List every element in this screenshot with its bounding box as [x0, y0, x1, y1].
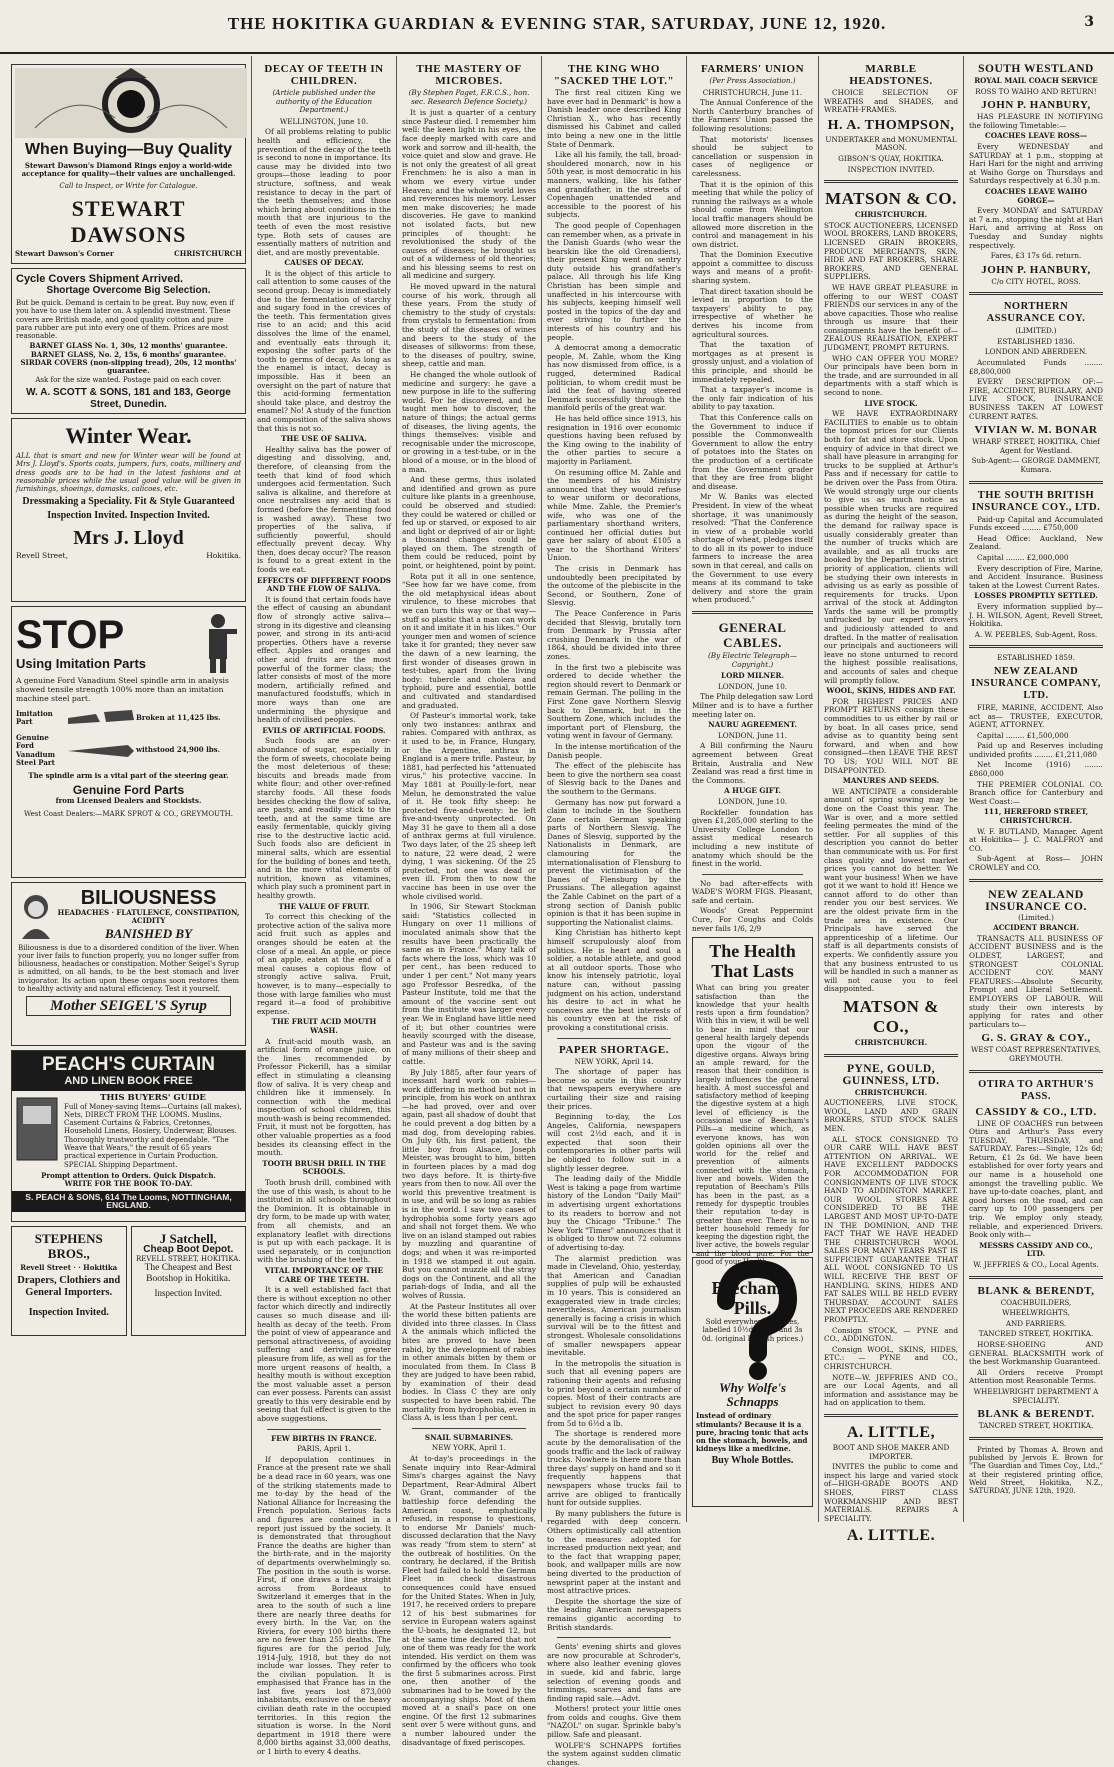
paragraph: ALL STOCK CONSIGNED TO OUR CARE WILL HAVE BEST ATTENTION ON ARRIVAL. WE HAVE EXCELLENT PADDOCKS FOR ACCOMMODATION FOR CONSIGNMENTS OF LIVE STOCK HAND TO ADDINGTON MARKET. OUR WOOL STORES ARE CONSIDERED TO BE THE LARGEST AND MOST UP-TO-DATE IN THE DOMINION, AND THE FACT THAT WE HAVE HEADED THE CHRISTCHURCH WOOL SALES FOR MANY YEARS PAST IS SUFFICIENT GUARANTEE THAT ALL WOOL CONSIGNED TO US WILL RECEIVE THE BEST OF HANDLING. SKINS, HIDES AND FAT SALES WILL BE HELD EVERY THURSDAY. ACCOUNT SALES NEXT PROCEEDS ARE RENDERED PROMPTLY.	[824, 1134, 958, 1325]
paragraph: Germany has now put forward a claim to include in the Southern Zone certain German speaking parts of Northern Slesvig. The Danes of Slesvig, supported by the Nationalists in Denmark, are clamouring for the internationalisation of Flensburg to prevent the victimisation of the Danes of Flensburg by the Prussians. The allegation against the Zahle Cabinet on the part of a strong section of Danish public opinion is that it has been supine in supporting the Nationalist claims.	[547, 797, 681, 927]
subheading: COACHES LEAVE WAIHO GORGE—	[985, 186, 1087, 205]
paragraph: Healthy saliva has the power of digesting and dissolving, and, therefore, of cleansing from the teeth that kind of food which undergoes acid fermentation. Such saliva is alkaline, and therefore at once neutralises any acid that is formed (before the fermenting food is washed away). These two properties of the saliva, if sufficiently powerful, should effectually prevent decay. Why then, does decay occur? The reason is found to a great extent in the foods we eat.	[257, 444, 391, 575]
pyne-roles: AUCTIONEERS, LIVE STOCK, WOOL, LAND AND GRAIN BROKERS, STUD STOCK SALES MEN.	[824, 1098, 958, 1133]
advert-paragraph: Gents' evening shirts and gloves are now procurable at Schroder's, where also leather evening gloves in suede, kid and fabric, large selection of evening goods and trimmings, scarves and fans are finding rapid sale.—Advt.	[547, 1642, 681, 1703]
peach-firm: S. PEACH & SONS, 614 The Looms, NOTTINGHAM, ENGLAND.	[12, 1191, 245, 1212]
subheading: THE FRUIT ACID MOUTH WASH.	[271, 1017, 377, 1035]
stop-parts: Genuine Ford Parts	[72, 783, 185, 798]
sb-subagent: A. W. PEEBLES, Sub-Agent, Ross.	[974, 629, 1098, 639]
dateline: PARIS, April 1.	[297, 1444, 351, 1454]
paragraph: A Bill confirming the Nauru agreement between Great Britain, Australia and New Zealand was read a first time in the Commons.	[692, 741, 813, 785]
sw-route: ROSS TO WAIHO AND RETURN!	[975, 86, 1097, 96]
divider	[702, 874, 803, 875]
column-ads-left	[6, 56, 252, 1522]
peach-title2: AND LINEN BOOK FREE	[64, 1075, 193, 1087]
cycle-title: Cycle Covers Shipment Arrived.	[16, 273, 184, 285]
stop-vital: The spindle arm is a vital part of the steering gear.	[28, 771, 229, 781]
paragraph: That direct taxation should be levied in proportion to the taxpayers' ability to pay, irrespective of whether he derives his income from agricultural sources.	[692, 286, 813, 339]
double-divider	[969, 879, 1103, 882]
stop-broken: Broken at 11,425 lbs.	[136, 712, 221, 722]
paragraph: At to-day's proceedings in the Senate inquiry into Rear-Admiral Sims's charges against the Navy Department, Rear-Admiral Albert W. Grant, commander of the battleship force defending the American coast, emphatically refused, in response to questions, to endorse Mr Daniels' much-discussed declaration that the Navy was ready "from stem to stern" at the outbreak of hostilities. On the contrary, he declared, if the British Fleet had failed to hold the German Fleet in check disastrous consequences could have ensued for the United States. When in July, 1917, he received orders to prepare 12 of his best submarines for service in European waters against the U-boats, he designated 12, but at the same time declared that not one of them was ready for the work intended. His verdict on them was confirmed by the officers who took the first 5 submarines across. First one, then another of the submarines had to be towed by the accompanying ships. Most of them moved at a snail's pace on one engine. Of the first 12 submarines sent over 5 were without guns, and a number laboured under the disadvantage of fixed periscopes.	[402, 1454, 536, 1747]
genuine-part-icon	[66, 739, 136, 763]
dateline: NEW YORK, April 1.	[431, 1443, 507, 1453]
page-number: 3	[1084, 14, 1094, 30]
south-british-title: THE SOUTH BRITISH INSURANCE COY., LTD.	[971, 489, 1101, 513]
divider	[557, 1637, 671, 1638]
winter-body: ALL that is smart and new for Winter wear will be found at Mrs J. Lloyd's. Sports coats, jumpers, furs, coats, millinery and dress goods are to be had in the latest fashions and at reasonable prices while the usual good value will be given in furnishings, shoeings, damasks, calicoes, etc.	[16, 452, 241, 494]
paragraph: In the first two a plebiscite was ordered to decide whether the region should revert to Denmark or remain German. The polling in the First Zone gave Northern Slesvig back to Denmark, but in the Southern Zone, which includes the important port of Flensburg, the voting went in favour of Germany.	[547, 662, 681, 741]
paragraph: In the intense mortification of the Danish people.	[547, 741, 681, 760]
blank-role: AND FARRIERS.	[1005, 1318, 1067, 1328]
paragraph: Paid-up Capital and Accumulated Funds exceed ........ £750,000	[969, 514, 1103, 533]
ad-winter-wear	[11, 418, 246, 602]
article-title-king-sacked: THE KING WHO "SACKED THE LOT."	[553, 63, 675, 87]
paragraph: HORSE-SHOEING AND GENERAL BLACKSMITH work of the best Workmanship Guaranteed.	[969, 1339, 1103, 1367]
stop-withstood: withstood 24,900 lbs.	[136, 745, 221, 755]
paragraph: Net Income (1916) ........ £860,000	[969, 760, 1103, 779]
paragraph: King Christian has hitherto kept himself scrupulously aloof from politics. He is heart and soul a soldier, a notable athlete, and good at all outdoor sports. Those who know his intensely patriotic, loyal nature can, without passing judgment on his action, understand his desire to act in what he conceives are the best interests of his country even at the risk of provoking a constitutional crisis.	[547, 928, 681, 1032]
paragraph: The Peace Conference in Paris decided that Slesvig, brutally torn from Denmark by Prussia after crushing Denmark in the war of 1864, should be divided into three zones.	[547, 609, 681, 661]
paragraph: WE ANTICIPATE a considerable amount of spring sowing may be done on the Coast this year. The War is over, and a more settled feeling permeates the mind of the settler. For all supplies of this description you cannot do better than communicate with us. For first class quality and lowest market prices you cannot do better. We want your business! When we have got it we want to hold it! Hence we cannot afford to do other than render you our best services. We are the oldest private firm in the trade area in existence. Our Principals have served the apprenticeship of a lifetime. Our staff is all departments consists of experts. We confidently assure you that any business entrusted to us will be handled in such a manner as will not cause you to feel disappointed.	[824, 786, 958, 994]
double-divider	[969, 481, 1103, 484]
subheading: EFFECTS OF DIFFERENT FOODS AND THE FLOW OF SALIVA.	[257, 575, 391, 594]
ring-illustration	[15, 68, 247, 138]
cycle-firm: W. A. SCOTT & SONS, 181 and 183, George Street, Dunedin.	[26, 386, 231, 410]
pyne-title: PYNE, GOULD, GUINNESS, LTD.	[842, 1062, 940, 1087]
nac-london: LONDON AND ABERDEEN.	[984, 347, 1088, 357]
winter-addr2: Hokitika.	[206, 550, 241, 560]
paragraph: FIRE, MARINE, ACCIDENT. Also act as— TRUSTEE, EXECUTOR, AGENT, ATTORNEY.	[969, 702, 1103, 730]
cycle-line4: Ask for the size wanted. Postage paid on each cover.	[35, 375, 222, 384]
blank-role: WHEELWRIGHTS,	[1002, 1308, 1070, 1318]
peach-write: WRITE FOR THE BOOK TO-DAY.	[64, 1179, 193, 1189]
advert-paragraph: Woods' Great Peppermint Cure, For Coughs and Colds never fails 1/6, 2/9	[692, 906, 813, 933]
double-divider	[969, 1070, 1103, 1073]
winter-inspection: Inspection Invited. Inspection Invited.	[47, 510, 210, 522]
paragraph: W. F. BUTLAND, Manager. Agent at Hokitika— J. C. MALFROY and CO.	[969, 826, 1103, 853]
marble-addr: GIBSON'S QUAY, HOKITIKA.	[838, 153, 944, 163]
paragraph: Capital ........ £1,500,000	[977, 730, 1069, 740]
otira-sig2: W. JEFFRIES & CO., Local Agents.	[973, 1260, 1099, 1269]
subheading: LORD MILNER.	[721, 671, 784, 681]
paragraph: He moved upward in the natural course of his work, through all these years. From the study of chemistry to the study of crystals: from crystals to fermentation: from the study of the diseases of wines and beers to the study of the diseases of silkworms: from these, to the diseases of poultry, swine, sheep, cattle and man.	[402, 282, 536, 369]
cycle-line1: BARNET GLASS No. 1, 30s, 12 months' guarantee.	[29, 341, 228, 351]
paragraph: Consign WOOL, SKINS, HIDES, ETC.: — PYNE and CO., CHRISTCHURCH.	[824, 1344, 958, 1371]
subheading: MANURES AND SEEDS.	[842, 776, 940, 786]
paragraph: HAS PLEASURE IN NOTIFYING the following Timetable:—	[969, 112, 1103, 130]
paragraph: That a taxpayer's income is the only fair indication of his ability to pay taxation.	[692, 385, 813, 412]
marble-body: CHOICE SELECTION OF WREATHS and SHADES, and WREATH-FRAMES.	[824, 88, 958, 115]
subheading: VITAL IMPORTANCE OF THE CARE OF THE TEETH.	[264, 1265, 384, 1284]
paragraph: Rota put it all in one sentence, "See how far we have come, from the old metaphysical ideas about virulence, to these microbes that we can turn this way or that way—stuff so plastic that a man can work on it and imitate it in his likes." Our younger men and women of science take it for granted; they never saw the dawn of a new learning, the first wonder of diseases grown in test-tubes, apart from the living body: tubercle and cholera and typhoid, pure and essential, bottle and cultivated and standardised and graduated.	[402, 571, 536, 710]
paragraph: If depopulation continues in France at the present rate we shall be a dead race in 60 years, was one of the striking statements made to me to-day by the head of the National Alliance for Increasing the French population. Serious facts and figures are contained in a report just issued by the society. It is demonstrated that throughout France the deaths are higher than the birth-rate, and in the majority of departments overwhelmingly so. The position in the south is worse. First, if one draws a line straight across from Bordeaux to Switzerland it emerges that in the area to the south of such a line there are nearly three deaths for every birth. In the Var, on the Riviera, for every 100 births there are no fewer than 255 deaths. The figures are for the period July, 1914-July, 1918, but they do not include war losses. They refer to the civilian population. It is emphasised that France has in the last five years lost 873,000 inhabitants, exclusive of the heavy civilian death rate in the occupied territories. In this region the situation is worse. In the Nord department in 1918 there were 8,000 births against 33,000 deaths, or 1 birth to every 4 deaths.	[257, 1454, 391, 1757]
section-subtitle: (By Electric Telegraph—Copyright.)	[708, 651, 797, 669]
double-divider	[969, 1276, 1103, 1279]
paragraph: Every description of Fire, Marine, and Accident Insurance. Business taken at the Lowest Current Rates.	[969, 563, 1103, 590]
sw-signature: JOHN P. HANBURY,	[981, 263, 1091, 276]
sb-losses: LOSSES PROMPTLY SETTLED.	[974, 591, 1098, 601]
subheading: THE USE OF SALIVA.	[281, 434, 367, 444]
nac-est: ESTABLISHED 1836.	[997, 336, 1075, 346]
matson-roles: STOCK AUCTIONEERS, LICENSED WOOL BROKERS, LAND BROKERS, LICENSED GRAIN BROKERS, PRODUCE MERCHANTS, SKIN, HIDE AND FAT BROKERS, SHARE BROKERS, AND GENERAL SUPPLIERS.	[824, 220, 958, 282]
nac-agent: VIVIAN W. M. BONAR	[974, 424, 1098, 437]
paragraph: WE HAVE GREAT PLEASURE in offering to our WEST COAST FRIENDS our services in any of the above capacities. Those who realise through us insure that their consignments have the benefit of— ZEALOUS REALISATION, EXPERT JUDGMENT, PROMPT RETURNS.	[824, 282, 958, 353]
ad-cycle-covers	[11, 268, 246, 414]
paragraph: FOR HIGHEST PRICES AND PROMPT RETURNS consign these commodities to us either by rail or by boat. In all cases price, send advise as to quantity being sent forward, and when and how consigned—then LEAVE THE REST TO US; YOU WILL NOT BE DISAPPOINTED.	[824, 696, 958, 775]
paragraph: A democrat among a democratic people, M. Zahle, whom the King has now dismissed from office, is a rugged, determined Radical politician, to whom credit must be laid the feat of having steered Denmark successfully through the manifold perils of the great war.	[547, 343, 681, 413]
beecham-take: Take	[737, 1265, 768, 1281]
nz-insurance-title: NEW ZEALAND INSURANCE COMPANY, LTD.	[971, 665, 1101, 701]
paragraph: Every MONDAY and SATURDAY at 7 a.m., stopping the night at Hari Hari, and arriving at Ross on Tuesday and Sunday nights respectively.	[969, 206, 1103, 250]
ad-stephens-bros	[11, 1226, 127, 1336]
beecham-brand: Beecham's Pills.	[711, 1277, 794, 1318]
blank-role: COACHBUILDERS,	[1000, 1297, 1072, 1307]
sw-name: JOHN P. HANBURY,	[981, 99, 1091, 112]
cycle-line3: SIRDAR COVERS (non-slipping tread), 20s, 12 months' guarantee.	[20, 358, 237, 376]
column-farmers-union	[687, 56, 819, 1522]
paragraph: The Annual Conference of the North Canterbury branches of the Farmers' Union passed the following resolutions:	[692, 98, 813, 133]
winter-name: Mrs J. Lloyd	[73, 526, 184, 549]
paragraph: The Philp delegation saw Lord Milner and is to have a further meeting later on.	[692, 692, 813, 719]
stop-from: from Licensed Dealers and Stockists.	[55, 796, 202, 806]
paragraph: The shortage of paper has become so acute in this country that newspapers everywhere are curtailing their size and raising their prices.	[547, 1067, 681, 1111]
article-title-paper-shortage: PAPER SHORTAGE.	[559, 1043, 669, 1056]
paragraph: Paid up and Reserves including undivided profits ........ £1,211,080	[969, 741, 1103, 759]
policeman-icon	[195, 611, 241, 673]
sw-fares: Fares, £3 17s 6d. return.	[990, 251, 1082, 261]
pyne-city: CHRISTCHURCH.	[854, 1087, 928, 1097]
article-title-snail-submarines: SNAIL SUBMARINES.	[424, 1432, 514, 1442]
paragraph: Despite the shortage the size of the leading American newspapers remains gigantic according to British standards.	[547, 1596, 681, 1632]
paragraph: LINE OF COACHES run between Otira and Arthur's Pass every TUESDAY, THURSDAY, and SATURDAY. Fares:—Single, 12s 6d; Return, £1 2s 6d. We have been established for over forty years and our name is a household one amongst the travelling public. We have up-to-date coaches, plant, and good horses on the road, and can carry up to 100 passengers per trip. We employ only steady, reliable, and experienced Drivers. Book only with—	[969, 1118, 1103, 1240]
paragraph: That this Conference calls on the Government to induce if possible the Commonwealth Government to allow the entry of potatoes into the States on the production of a certificate from the Government grader that they are free from blight and disease.	[692, 412, 813, 491]
nac-funds: Accumulated Funds ........ £8,800,000	[969, 358, 1103, 376]
nac-agent2: WHARF STREET, HOKITIKA, Chief Agent for Westland.	[972, 437, 1100, 455]
cycle-sub: Shortage Overcome Big Selection.	[46, 285, 211, 296]
paragraph: WHO CAN OFFER YOU MORE? Our principals have been born in the trade, and are surrounded in all departments with a staff which is second to none.	[824, 353, 958, 398]
paragraph: Mr W. Banks was elected President. In view of the wheat shortage, it was unanimously resolved: "That the Conference in view of a probable world shortage of wheat, pledges itself to do all in its power to induce farmers to increase the area sown in that cereal, and calls on the Government to use every means at its command to take delivery and store the grain when produced."	[692, 492, 813, 605]
double-divider	[692, 611, 813, 614]
paragraph: It is found that certain foods have the effect of causing an abundant flow of strongly active saliva—strong in its digestive and cleansing power, and strong in its anti-acid properties. Others have a reverse effect. Apples and oranges and other acid fruits are the most powerful of the former class; the latter consists of most of the more modern, artificially refined and manufactured foodstuffs, which in more ways than one are undermining the physique and health of civilised peoples.	[257, 594, 391, 725]
masthead	[0, 0, 1114, 54]
paragraph: EVERY DESCRIPTION OF:— FIRE, ACCIDENT, BURGLARY, AND LIVE STOCK, INSURANCE BUSINESS TAKEN AT LOWEST CURRENT RATES.	[969, 377, 1103, 421]
paragraph: WE HAVE EXTRAORDINARY FACILITIES to enable us to obtain the topmost prices for our Clients both for fat and store stock. Upon enquiry of advice in that direct we shall have pleasure in arranging for trucks to be supplied at Arthur's Pass and if necessary for cattle to be driven over the Pass from Otira. We would strongly urge our clients to give us as much notice as possible when trucks are required as during the height of the season, the demand for railway space is usually considerably greater than the number of trucks which are available, and as all trucks are booked by the Department in strict priority of application, clients will be studying their own interests in advising us as early as possible of requirements for trucks. Upon arrival of the stock at Addington Yards the same will be promptly unfrucked by our expert drovers and judiciously attended to and drafted. In the matter of realisation our principals and auctioneers will leave no stone unturned to record the highest possible realisations, and accounts of sales and cheque will promptly follow.	[824, 409, 958, 685]
printer-imprint: Printed by Thomas A. Brown and published by Jervois E. Brown for "The Guardian and Times Coy., Ltd.," at their registered printing office, Weld Street, Hokitika, N.Z., SATURDAY, JUNE 12th, 1920.	[969, 1445, 1103, 1496]
bil-body: Biliousness is due to a disordered condition of the liver. When your liver fails to function properly, you no longer suffer from biliousness, headaches or constipation. Mother Seigel's Syrup is admitted, on all hands, to be the best stomach and liver invigorator. Its action upon these organs soon restores them to healthy activity and natural efficiency. Test it yourself.	[18, 943, 239, 994]
paragraph: Every information supplied by— J. H. WILSON, Agent, Revell Street, Hokitika.	[969, 601, 1103, 629]
paragraph: Every WEDNESDAY and SATURDAY at 1 p.m., stopping at Hari Hari for the night and arriving at Waiho Gorge on Thursdays and Saturdays respectively at 6.30 p.m.	[969, 141, 1103, 186]
paragraph: Like all his family, the tall, broad-shouldered monarch, now in his 50th year, is most democratic in his manners, walking, like his father and grandfather, in the streets of Copenhagen unattended and accessible to the poorest of his subjects.	[547, 150, 681, 220]
paragraph: All Orders receive Prompt Attention most Reasonable Terms.	[969, 1367, 1103, 1386]
advert-paragraph: No bad after-effects with WADE'S WORM FIGS. Pleasant, safe and certain.	[692, 878, 813, 905]
blank-addr: TANCRED STREET, HOKITIKA.	[978, 1329, 1094, 1339]
satchell-title: J Satchell,	[159, 1231, 217, 1246]
column-insurance-coaches	[964, 56, 1108, 1522]
paragraph: The alarmist prediction was made in Cleveland, Ohio, yesterday, that American and Canadian supplies of pulp will be exhausted in 10 years. This is considered an exaggerated view in trade circles; nevertheless, American journalism generally is facing a crisis in which survival will be to the fittest and strongest. Wholesale consolidations of smaller newspapers appear inevitable.	[547, 1253, 681, 1358]
nz-accident-title: NEW ZEALAND INSURANCE CO.	[985, 886, 1087, 913]
paragraph: That the Dominion Executive appoint a committee to discuss ways and means of a profit-sharing system.	[692, 250, 813, 286]
paragraph: Rockfeller foundation has given £1,205,000 sterling to the University College London to assist medical research including a new institute of anatomy which should be the finest in the world.	[692, 807, 813, 869]
paragraph: Of all problems relating to public health and efficiency, the prevention of the decay of the teeth is second to none in importance. Its cause may be divided into two groups—those leading to poor structure, softness, and weak resistance to decay in the part of the teeth themselves; and those which bring about conditions in the mouth that are injurious to the teeth of even the most resistive type. Both sets of causes are essentially matters of nutrition and diet, and are mostly preventable.	[257, 127, 391, 257]
stephens-body: Drapers, Clothiers and General Importers.	[17, 1275, 121, 1299]
nza-ltd: (Limited.)	[1018, 912, 1054, 922]
stephens-addr: Revell Street · · Hokitika	[20, 1263, 118, 1272]
ad-beechams-pills	[692, 937, 813, 1343]
paragraph: By many publishers the future is regarded with deep concern. Others optimistically call attention to the measures adopted for increased production next year, and to the fact that wrapping paper, book, and wallpaper mills are now being diverted to the production of newsprint paper at the instant and most attractive prices.	[547, 1508, 681, 1596]
paragraph: That the taxation of mortgages as at present is grossly unjust, and a violation of this principle, and should be immediately repealed.	[692, 340, 813, 384]
advert-paragraph: Mothers! protect your little ones from colds and coughs. Give them "NAZOL" on sugar. Sprinkle baby's pillow. Safe and pleasant.	[547, 1704, 681, 1740]
stop-title: STOP	[16, 612, 125, 657]
paragraph: Capital ........ £2,000,000	[977, 552, 1069, 562]
paragraph: At the Pasteur Institutes all over the world these bitten patients are divided into three classes. In Class A the animals which inflicted the bites are proved to have been rabid, by the development of rabies in other animals bitten by them or inoculated from them. In Class B they are judged to have been rabid, by examination of their dead bodies. In Class C they are only suspected to have been rabid. The mortality from hydrophobia, even in Class A, is less than 1 per cent.	[402, 1301, 536, 1423]
ad-stewart-dawson	[11, 64, 246, 264]
double-divider	[969, 1437, 1103, 1440]
paragraph: Sub-Agent at Ross— JOHN CROWLEY and CO.	[969, 854, 1103, 872]
sw-sig2: C/o CITY HOTEL, ROSS.	[991, 276, 1081, 286]
otira-signature: MESSRS CASSIDY AND CO., LTD.	[979, 1240, 1093, 1259]
paragraph: NOTE—W. JEFFRIES AND CO., are our Local Agents, and all information and assistance may be had on application to them.	[824, 1372, 958, 1408]
dawson-body: Stewart Dawson's Diamond Rings enjoy a world-wide acceptance for quality—their values are unchallenged.	[21, 161, 236, 179]
subheading: A HUGE GIFT.	[724, 786, 781, 796]
satchell-sub: Cheap Boot Depot.	[143, 1244, 234, 1255]
sw-sub: ROYAL MAIL COACH SERVICE	[974, 76, 1098, 85]
subheading: TOOTH BRUSH DRILL IN THE SCHOOLS.	[262, 1158, 386, 1177]
subheading: NAURU AGREEMENT.	[708, 720, 797, 730]
paragraph: That motorists' licenses should be subject to cancellation or suspension in cases of negligence or carelessness.	[692, 134, 813, 178]
dateline: CHRISTCHURCH, June 11.	[702, 87, 803, 97]
paragraph: A fruit-acid mouth wash, an artificial form of orange juice, on the lines recommended by Professor Pickerill, has a similar effect in stimulating a cleansing flow of saliva. It is very cheap and children like it immensely. In connection with the medical inspection of school children, this mouth-wash is being recommended. Fruit, it must not be forgotten, has other valuable properties as a food besides its cleansing effect in the mouth.	[257, 1036, 392, 1158]
little-role: BOOT AND SHOE MAKER AND IMPORTER.	[832, 1442, 950, 1461]
satchell-addr: REVELL STREET, HOKITIKA.	[135, 1254, 241, 1263]
broken-part-icon	[66, 706, 136, 730]
article-title-mastery-of-microbes: THE MASTERY OF MICROBES.	[416, 63, 522, 87]
paragraph: Of Pasteur's immortal work, take only two instances: anthrax and rabies. Compared with anthrax, as it used to be, in France, Hungary, or the Argentine, anthrax in England is a mere trifle. Pasteur, by 1881, had perfected his "attenuated virus," his protective vaccine. In May 1881 at Pouilly-le-fort, near Melun, he demonstrated the value of it. He took fifty sheep: he protected five-and-twenty: he left five-and-twenty unprotected. On May 31 he gave to them all a dose of anthrax germs at full virulence. Two days later, of the 25 sheep left to nature, 22 were dead, 2 were dying, 1 was sickening. Of the 25 protected, not one was dead or even ill. From then to now the vaccine has been in use over the whole civilised world.	[402, 711, 536, 901]
matson-sig-city: CHRISTCHURCH.	[854, 1038, 928, 1047]
article-title-few-births: FEW BIRTHS IN FRANCE.	[271, 1433, 377, 1443]
nac-subagent: Sub-Agent:— GEORGE DAMMENT, Kumara.	[971, 456, 1101, 474]
nzi-addr: 111, HEREFORD STREET, CHRISTCHURCH.	[983, 807, 1089, 826]
divider	[412, 1428, 526, 1429]
divider	[267, 1429, 381, 1430]
dateline: LONDON, June 10.	[717, 796, 788, 806]
satchell-insp: Inspection Invited.	[154, 1287, 222, 1298]
nza-branch: ACCIDENT BRANCH.	[993, 923, 1079, 933]
matson-city: CHRISTCHURCH.	[854, 210, 928, 220]
bil-brand: Mother SEIGEL'S Syrup	[26, 996, 231, 1016]
stop-imitation-label: Imitation Part	[16, 708, 53, 726]
subheading: LIVE STOCK.	[864, 398, 918, 408]
winter-addr1: Revell Street,	[16, 550, 68, 560]
ad-satchell	[131, 1226, 247, 1336]
paragraph: In the metropolis the situation is such that all evening papers are rationing their agents and refusing to print beyond a certain number of copies. Most of their contracts are subject to revision every 90 days and the spot price for paper ranges from 5d to 6½d a lb.	[547, 1358, 681, 1428]
subheading: COACHES LEAVE ROSS—	[984, 131, 1088, 141]
dawson-brand: STEWART DAWSONS	[70, 195, 187, 247]
article-subtitle: (Per Press Association.)	[709, 76, 796, 85]
otira-title: OTIRA TO ARTHUR'S PASS.	[978, 1078, 1094, 1102]
paragraph: Head Office: Auckland, New Zealand.	[969, 533, 1103, 552]
beecham-headline2: That Lasts	[711, 961, 794, 982]
subheading: THE VALUE OF FRUIT.	[278, 901, 370, 911]
double-divider	[969, 645, 1103, 648]
paragraph: The shortage is rendered more acute by the demoralisation of the goods traffic and the lack of railway trucks. Nowhere is there more than three days' supply on hand and so it frequently happens that newspapers whose trucks fail to arrive are obliged to frantically hunt for outside supplies.	[547, 1429, 681, 1508]
dawson-city: CHRISTCHURCH	[174, 248, 242, 258]
south-westland-title: SOUTH WESTLAND	[978, 63, 1094, 75]
paragraph: Such foods are an over-abundance of sugar, especially in the form of sweets, chocolate being the most deleterious of these; biscuits and breads made from white flour; and other over-refined starchy foods. All these foods besides checking the flow of saliva, are pasty, and readily stick to the teeth, and at the same time are easily fermentable, quickly giving rise to the destructive lactic acid. Such foods also are deficient in mineral salts, which are essential for the building of bones and teeth, and in the more vital elements of nutrition, known as vitamines, which play such a prominent part in healthy growth.	[257, 736, 391, 901]
beecham-small: Sold everywhere in boxes, labelled 10½d, 1s 3d and 3s 0d. (original English prices.)	[701, 1317, 804, 1343]
bil-sub: HEADACHES · FLATULENCE, CONSTIPATION, ACIDITY	[57, 908, 240, 926]
bil-banished: BANISHED BY	[104, 925, 193, 941]
ad-peach-curtain	[11, 1050, 246, 1222]
cycle-body: But be quick. Demand is certain to be great. Buy now, even if you have to use them later on. A splendid investment. These covers are British made, and good quality cotton and pure para rubber are put into every one of them. Prices are most reasonable.	[16, 299, 235, 341]
beecham-body: What can bring you greater satisfaction than the knowledge that your health rests upon a firm foundation? With this in view, it will be well to bear in mind that our general health largely depends upon the vigour of the digestive organs. Always bring an ample reward, for the reason that their condition is largely influences the general health. A most successful and satisfactory method of keeping the digestive system at a high level of efficiency is the occasional use of Beecham's Pills—a medicine which, as everyone knows, has won golden opinions all over the world for the relief and prevention of ailments connected with the stomach, liver and bowels. Widen the reputation of Beecham's Pills has been in the past, as a remedy for dyspeptic troubles their reputation to-day is greater than ever. There is no better household remedy for keeping the digestion right, the liver active, the bowels regular and the blood pure. For the good of your Health	[696, 984, 809, 1267]
winter-title: Winter Wear.	[65, 423, 192, 448]
dateline: WELLINGTON, June 10.	[279, 116, 369, 126]
matson-title: MATSON & CO.	[825, 189, 957, 209]
stop-dealers: West Coast Dealers:—MARK SPROT & CO., GREYMOUTH.	[24, 809, 233, 818]
stop-genuine-label: Genuine Ford Vanadium Steel Part	[16, 733, 55, 767]
paragraph: Tooth brush drill, combined with the use of this wash, is about to be instituted in all schools throughout the Dominion. It is obtainable in dry form, to be made up with water, from all chemists, and an explanatory leaflet with directions is put up with each package. It is used separately, or in conjunction with the brushing of the teeth.	[257, 1178, 391, 1265]
paragraph: And these germs, thus isolated and identified and grown as pure culture like plants in a greenhouse, could be observed and studied: they could be watered or chilled or fed up or starved, or exposed to air and light or deprived of air or light: a thousand changes could be played on them. The strength of them could be reduced, point by point, or heightened, point by point.	[402, 475, 536, 571]
paragraph: It is the object of this article to call attention to some causes of the second group. Decay is immediately due to the fermentation of starchy and sugary food in the crevices of the teeth. This fermentation gives rise to an acid; and this acid dissolves the lime of the enamel, and eventually eats through it, exposing the softer parts of the tooth to germs of decay. As long as the enamel is intact, decay is impossible. Has it been an oversight on the part of nature that this acid-forming fermentation should take place, and destroy the enamel? No! A study of the function and composition of the saliva shows that this is not so.	[257, 268, 391, 433]
advert-paragraph: WOLFE'S SCHNAPPS fortifies the system against sudden climatic changes.	[547, 1740, 681, 1767]
little-title: A. LITTLE,	[846, 1423, 936, 1441]
ad-ford-stop	[11, 606, 246, 878]
peach-title: PEACH'S CURTAIN	[41, 1054, 216, 1075]
paragraph: Consign STOCK, — PYNE and CO., ADDINGTON.	[824, 1325, 958, 1344]
cycle-line2: BARNET GLASS, No. 2, 15s, 6 months' guarantee.	[30, 349, 227, 359]
paragraph: He has held office since 1913, his resignation in 1916 over economic questions having been refused by the King owing to the inability of the other parties to secure a majority in Parliament.	[547, 413, 681, 466]
nac-ltd: (LIMITED.)	[1015, 326, 1057, 336]
double-divider	[969, 292, 1103, 295]
peach-body: Full of Money-saving Items—Curtains (all makes), Nets, DIRECT FROM THE LOOMS. Muslins, Casement Curtains & Fabrics, Cretonnes, Household Linens, Hosiery, Underwear, Blouses. Thoroughly trustworthy and dependable. "The Weave that Wears," the result of 65 years practical experience in Curtain Production. SPECIAL Shipping Department.	[64, 1102, 242, 1169]
article-title-farmers-union: FARMERS' UNION	[700, 63, 805, 75]
paragraph: The good people of Copenhagen can remember when, as a private in the Danish Guards (who wear the bearskin like the old Grenadiers), their present King went on sentry duty outside his grandfather's palace. All through his life King Christian has been simple and unaffected in his intercourse with his subjects, keeping himself well posted in the topics of the day and ever striving to further the interests of his country and his people.	[547, 220, 681, 342]
paragraph: He changed the whole outlook of medicine and surgery: he gave a new purpose in life to the suffering world. For he discovered, and he taught men how to discover, the nature of things; the actual germs of diseases, the living agents, the things themselves: visible and recognisable under the microscope, or growing in a test-tube, or in the blood of a mouse, or in the blood of a man.	[402, 370, 536, 474]
double-divider	[824, 180, 958, 183]
ad-marble-headstones-title: MARBLE HEADSTONES.	[849, 63, 933, 87]
nza-sig2: WEST COAST REPRESENTATIVES, GREYMOUTH.	[970, 1045, 1102, 1063]
wolfe-buy: Buy Whole Bottles.	[711, 1454, 794, 1466]
stephens-insp: Inspection Invited.	[28, 1307, 109, 1319]
double-divider	[824, 1414, 958, 1417]
beecham-headline1: The Health	[709, 941, 796, 962]
dateline: LONDON, June 11.	[717, 730, 788, 740]
dawson-corner: Stewart Dawson's Corner	[15, 248, 114, 258]
blank-berendt-title: BLANK & BERENDT,	[977, 1284, 1095, 1297]
peach-guide: THIS BUYERS' GUIDE	[100, 1093, 206, 1103]
paragraph: The first real citizen King we have ever had in Denmark" is how a Danish leader once described King Christian X., who has recently dismissed his Cabinet and called into being a new one in the little State of Denmark.	[547, 88, 681, 149]
paragraph: TRANSACTS ALL BUSINESS OF ACCIDENT BUSINESS and is the OLDEST, LARGEST, and STRONGEST COLONIAL ACCIDENT COY. MANY FEATURES:—Absolute Security, Prompt and Liberal Settlement. EMPLOYERS OF LABOUR. Will study their own interests by applying for rates and other particulars to—	[969, 933, 1103, 1029]
stop-sub: Using Imitation Parts	[16, 655, 147, 671]
marble-inspection: INSPECTION INVITED.	[847, 164, 935, 174]
wolfe-body: Instead of ordinary stimulants? Because it is a pure, bracing tonic that acts on the stomach, bowels, and kidneys like a medicine.	[696, 1411, 809, 1454]
page-columns	[6, 56, 1108, 1767]
blank-addr2: TANCRED STREET, HOKITIKA.	[978, 1421, 1094, 1431]
bil-title: BILIOUSNESS	[80, 887, 217, 909]
paragraph: By July 1885, after four years of incessant hard work on rabies—work differing in method but not in principle, from his work on anthrax—he had proved, over and over again, past all shadow of doubt that he could prevent a dog bitten by a mad dog, from developing rabies. On July 6th, his first patient, the little boy from Alsace, Joseph Meister, was brought to him, bitten in fourteen places by a mad dog two days before. It is thirty-five years from then to now. All over the world this preventive treatment is in use, and will be so long as rabies is in the world. I saw two cases of hydrophobia some forty years ago and shall not forget them. We who live on an island stamped out rabies by muzzling and quarantine of dogs; and when it was re-imported in 1918 we stamped it out again. But you cannot muzzle all the stray dogs on the Continent, and all the pariah-dogs of India, and all the wolves of Russia.	[402, 1067, 536, 1300]
catalogue-book-icon	[15, 1094, 61, 1164]
nzi-est: ESTABLISHED 1859.	[997, 653, 1075, 663]
paragraph: Beginning to-day, the Los Angeles, California, newspapers will cost 2½d each, and it is expected that soon their contemporaries in other parts will be obliged to follow suit in a slightly lesser degree.	[547, 1112, 681, 1173]
article-subtitle: (By Stephen Paget, F.R.C.S., hon. sec. Research Defence Society.)	[408, 88, 530, 106]
matson-signature: MATSON & CO.,	[843, 997, 939, 1036]
paragraph: To correct this checking of the protective action of the saliva more acid fruit such as apples and oranges should be eaten at the close of a meal. An apple, or piece of an apple, eaten at the end of a meal causes a copious flow of strongly active saliva. Fruit, however, is to many—especially to those with large families who must regard it—a food of prohibitive expense.	[257, 912, 391, 1016]
dateline: NEW YORK, April 14.	[574, 1056, 654, 1066]
dawson-call: Call to Inspect, or Write for Catalogue.	[59, 181, 198, 190]
subheading: EVILS OF ARTIFICIAL FOODS.	[262, 725, 386, 735]
otira-sub: CASSIDY & CO., LTD.	[975, 1105, 1097, 1118]
paragraph: The effect of the plebiscite has been to give the northern sea coast of Slesvig back to the Danes and the southern to the Germans.	[547, 761, 681, 796]
article-title-decay-of-teeth: DECAY OF TEETH IN CHILDREN.	[264, 63, 384, 87]
paragraph: It is a well established fact that there is without exception no other factor which directly and indirectly causes so much disease and ill-health as decay of the teeth. From the point of view of appearance and personal attractiveness, of avoiding suffering and deriving greater pleasure from life, as well as for the more urgent reasons of health, a healthy mouth is without exception the most valuable asset a person can ever possess. Parents can assist greatly to this very desirable end by seeing that full effect is given to the above suggestions.	[257, 1285, 391, 1424]
ad-biliousness	[11, 882, 246, 1046]
article-subtitle: (Article published under the authority of the Education Department.)	[272, 88, 376, 115]
masthead-title: THE HOKITIKA GUARDIAN & EVENING STAR, SATURDAY, JUNE 12, 1920.	[227, 14, 887, 33]
column-mastery-of-microbes	[397, 56, 542, 1747]
peach-prompt: Prompt attention to Orders. Quick Dispatch.	[41, 1170, 216, 1180]
double-divider	[824, 1054, 958, 1057]
satchell-body: The Cheapest and Best Bootshop in Hokitika.	[144, 1262, 232, 1284]
little-signature: A. LITTLE.	[846, 1527, 936, 1545]
blank-signature: BLANK & BERENDT.	[977, 1408, 1095, 1421]
column-business-ads	[819, 56, 964, 1545]
nza-signature: G. S. GRAY & COY.,	[981, 1032, 1091, 1045]
paragraph: It is just a quarter of a century since Pasteur died. I remember him well: the keen light in his eyes, the face deeply marked with care and work and sorrow and ill-health, the voice quiet and slow and grave. He is not only the greatest of all great Frenchmen: he is also a man in whom we every virtue under Heaven; and the whole world loves and reverences his memory. Lesser men make discoveries; he made discoveries. He gave to mankind not isolated facts, but new principles of thought: he revolutionised the study of the causes of diseases; he brought us out of a wilderness of old theories; and his blessing seems to rest on all medicine and surgery.	[402, 108, 536, 281]
subheading: WOOL, SKINS, HIDES AND FAT.	[826, 686, 956, 696]
marble-name: H. A. THOMPSON,	[827, 117, 955, 133]
winter-dressmaking: Dressmaking a Speciality. Fit & Style Guaranteed	[22, 496, 235, 508]
dawson-headline: When Buying—Buy Quality	[24, 141, 233, 158]
woman-portrait-icon	[16, 889, 56, 939]
paragraph: The leading daily of the Middle West is taking a page from wartime history of the London "Daily Mail" in advertising urgent exhortations to its readers to borrow and not buy the Chicago "Tribune." The New York "Times" announces that it is obliged to throw out 72 columns of advertising to-day.	[547, 1174, 681, 1252]
paragraph: The crisis in Denmark has undoubtedly been precipitated by the outcome of the plebiscite in the Second, or Southern, Zone of Slesvig.	[547, 564, 681, 608]
dateline: LONDON, June 10.	[717, 681, 788, 691]
paragraph: That it is the opinion of this meeting that while the policy of running the railways as a whole should come from Wellington local traffic managers should be allowed more discretion in the control and management in his own district.	[692, 179, 813, 249]
marble-role: UNDERTAKER and MONUMENTAL MASON.	[825, 134, 957, 153]
northern-assurance-title: NORTHERN ASSURANCE COY.	[986, 301, 1086, 325]
paragraph: On resuming office M. Zahle and the members of his Ministry announced that they would refuse to wear uniform or decorations, while Mme. Zahle, the Premier's wife, who was one of the parliamentary shorthand writers, continued her official duties but gave her salary of about £105 a year to the Shorthand Writers' Union.	[547, 467, 681, 563]
column-decay-of-teeth	[252, 56, 397, 1757]
subheading: CAUSES OF DECAY.	[284, 258, 364, 268]
stephens-title: STEPHENS BROS.,	[34, 1231, 103, 1261]
section-title-general-cables: GENERAL CABLES.	[718, 620, 787, 651]
paragraph: THE PREMIER COLONIAL CO. Branch office for Canterbury and West Coast:—	[969, 779, 1103, 806]
paragraph: INVITES the public to come and inspect his large and varied stock of—HIGH-GRADE BOOTS AND SHOES, FIRST CLASS WORKMANSHIP AND BEST MATERIALS. REPAIRS A SPECIALITY.	[824, 1462, 958, 1523]
paragraph: In 1906, Sir Stewart Stockman said: "Statistics collected in Hungary on over 11 millions of inoculated animals show that the results have been practically the same as in France." Many talk of facts where the loss, which was 10 per cent., has been reduced to under 1 per cent." Not many years ago Professor Besredka, of the Pasteur Institute, told me that the amount of the vaccine sent out from the institute was larger every year. We in England have little need of it; but other countries were heavily scourged with the disease, and Pasteur was and is the saving of many millions of their sheep and cattle.	[402, 902, 536, 1066]
wolfe-brand: Why Wolfe's Schnapps	[718, 1380, 787, 1410]
column-king-sacked	[542, 56, 687, 1767]
stop-body: A genuine Ford Vanadium Steel spindle arm in analysis showed tensile strength 100% more than an imitation machine steel part.	[16, 676, 229, 703]
blank-wheel: WHEELWRIGHT DEPARTMENT A SPECIALITY.	[973, 1386, 1099, 1405]
divider	[557, 1038, 671, 1039]
